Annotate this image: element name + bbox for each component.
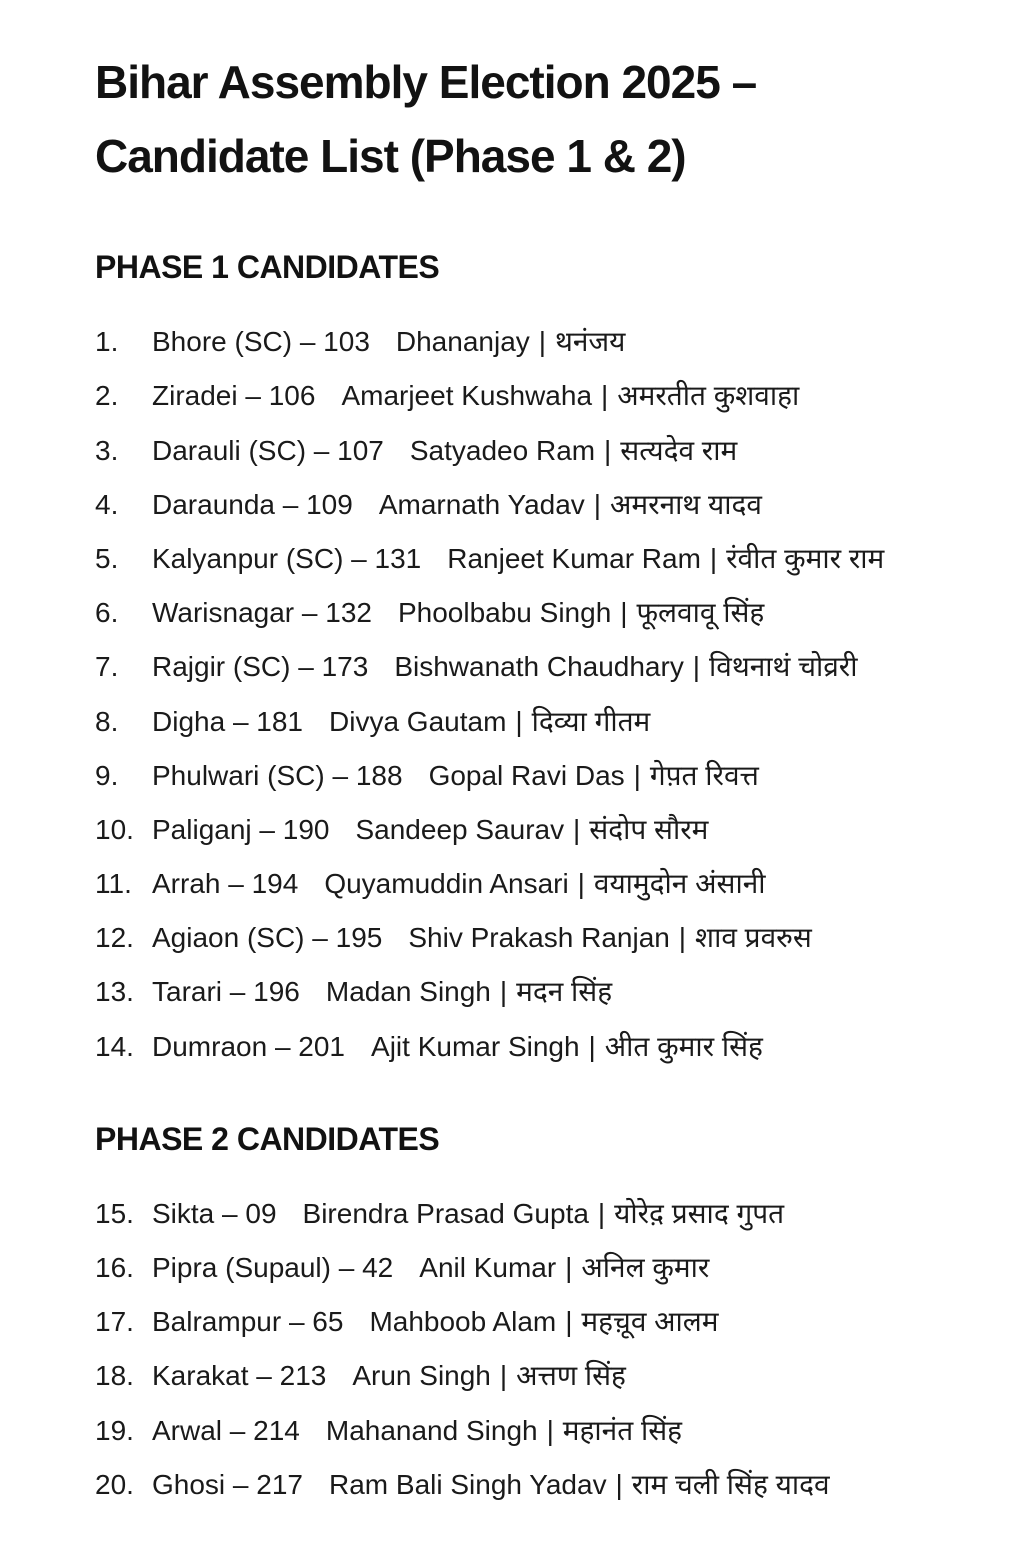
candidate-name-hindi: महच़ूव आलम [581,1306,719,1338]
pipe-separator: | [588,1030,596,1062]
constituency-and-code: Bhore (SC) – 103 [152,326,370,358]
candidate-name-hindi: महानंत सिंह [562,1414,682,1446]
candidate-names [329,1469,830,1501]
candidate-row [95,651,1004,683]
pipe-separator: | [573,813,581,845]
candidate-names [326,1415,682,1447]
candidate-name-english: Mahanand Singh [325,1414,538,1446]
row-number: 6. [95,597,119,629]
constituency-and-code: Balrampur – 65 [152,1306,344,1338]
candidate-name-english: Ranjeet Kumar Ram [447,542,701,574]
row-number: 20. [95,1468,134,1500]
pipe-separator: | [577,868,585,900]
candidate-names [394,651,857,683]
candidate-name-english: Gopal Ravi Das [428,759,625,791]
candidate-row [95,1252,1004,1284]
candidate-name-english: Arun Singh [352,1360,491,1392]
constituency-and-code: Rajgir (SC) – 173 [152,651,369,683]
candidate-name-english: Birendra Prasad Gupta [302,1197,589,1229]
candidate-name-hindi: वयामुदोन अंसानी [593,868,766,900]
pipe-separator: | [709,542,718,574]
candidate-row [95,976,1004,1008]
candidate-name-hindi: अमरतीत कुशवाहा [617,380,800,412]
candidate-names [341,380,799,412]
row-number: 5. [95,542,119,574]
candidate-names [355,814,708,846]
row-number: 11. [95,868,132,900]
candidate-name-english: Phoolbabu Singh [397,597,612,629]
candidate-names [324,868,765,900]
constituency-and-code: Kalyanpur (SC) – 131 [152,542,422,574]
candidate-name-hindi: रंवीत कुमार राम [726,542,885,574]
candidate-names [326,976,612,1008]
candidate-row [95,1415,1004,1447]
candidate-row [95,706,1004,738]
row-number: 2. [95,380,119,412]
pipe-separator: | [678,922,687,954]
candidate-name-english: Satyadeo Ram [409,434,596,466]
pipe-separator: | [692,651,701,683]
pipe-separator: | [597,1197,606,1229]
candidate-names [371,1031,763,1063]
candidate-name-english: Anil Kumar [419,1252,557,1283]
candidate-names [447,543,884,575]
row-number: 4. [95,488,119,520]
row-number: 19. [95,1414,134,1446]
constituency-and-code: Warisnagar – 132 [152,597,372,629]
candidate-names [352,1360,626,1392]
candidate-name-english: Madan Singh [325,976,491,1008]
pipe-separator: | [499,1360,508,1392]
pipe-separator: | [565,1306,573,1338]
pipe-separator: | [633,759,641,791]
candidate-name-english: Divya Gautam [329,705,507,737]
pipe-separator: | [615,1468,623,1500]
row-number: 15. [95,1197,134,1229]
constituency-and-code: Paliganj – 190 [152,813,330,845]
candidate-name-english: Dhananjay [395,326,530,358]
pipe-separator: | [546,1414,554,1446]
constituency-and-code: Ziradei – 106 [152,380,316,412]
candidate-names [410,435,737,467]
candidate-name-english: Amarnath Yadav [378,488,585,520]
candidate-name-hindi: मदन सिंह [516,976,613,1008]
phase-1-candidate-list [95,326,1004,1063]
pipe-separator: | [593,488,602,520]
candidate-row [95,380,1004,412]
candidate-name-english: Amarjeet Kushwaha [341,380,593,412]
candidate-name-hindi: राम चली सिंह यादव [631,1468,830,1500]
candidate-name-hindi: शाव प्रवरुस [695,922,812,954]
candidate-row [95,1469,1004,1501]
candidate-name-hindi: अमरनाथ यादव [610,488,762,520]
phase-1-section [95,249,1004,1063]
page-title [95,46,1004,193]
row-number: 10. [95,813,134,845]
candidate-name-english: Sandeep Saurav [355,813,565,845]
row-number: 3. [95,434,119,466]
row-number: 14. [95,1030,134,1062]
phase-2-heading: PHASE 2 CANDIDATES [95,1120,440,1157]
candidate-names [408,922,811,954]
candidate-names [329,706,650,738]
constituency-and-code: Arwal – 214 [152,1414,300,1446]
candidate-names [398,597,764,629]
pipe-separator: | [604,434,612,466]
constituency-and-code: Darauli (SC) – 107 [152,434,384,466]
pipe-separator: | [620,597,628,629]
constituency-and-code: Daraunda – 109 [152,488,353,520]
candidate-names [429,760,759,792]
row-number: 9. [95,759,119,791]
candidate-row [95,1360,1004,1392]
candidate-name-english: Shiv Prakash Ranjan [408,922,670,954]
candidate-name-english: Ajit Kumar Singh [371,1030,580,1062]
candidate-row [95,489,1004,521]
candidate-name-hindi: अनिल कुमार [581,1252,710,1283]
candidate-names [419,1252,709,1284]
page-title-line-2: Candidate List (Phase 1 & 2) [95,129,686,182]
candidate-name-hindi: थनंजय [554,326,626,358]
page-title-line-1: Bihar Assembly Election 2025 – [95,56,757,108]
candidate-name-hindi: विथनाथं चोव्ररी [709,651,858,683]
candidate-row [95,597,1004,629]
phase-1-heading: PHASE 1 CANDIDATES [95,249,440,286]
candidate-names [303,1198,785,1230]
row-number: 18. [95,1360,134,1392]
pipe-separator: | [515,705,523,737]
candidate-name-hindi: सत्यदेव राम [620,434,738,466]
candidate-row [95,868,1004,900]
row-number: 8. [95,705,119,737]
constituency-and-code: Tarari – 196 [152,976,300,1008]
constituency-and-code: Ghosi – 217 [152,1468,303,1500]
constituency-and-code: Sikta – 09 [152,1197,277,1229]
row-number: 16. [95,1252,134,1283]
constituency-and-code: Pipra (Supaul) – 42 [152,1252,394,1283]
constituency-and-code: Arrah – 194 [152,868,299,900]
candidate-row [95,814,1004,846]
row-number: 12. [95,922,134,954]
candidate-names [396,326,626,358]
candidate-name-hindi: योरेद़ प्रसाद गुपत [614,1197,785,1229]
phase-2-candidate-list [95,1198,1004,1501]
pipe-separator: | [499,976,508,1008]
candidate-row [95,326,1004,358]
phase-2-section [95,1121,1004,1501]
candidate-row [95,1031,1004,1063]
candidate-row [95,1198,1004,1230]
pipe-separator: | [565,1252,573,1283]
candidate-row [95,435,1004,467]
constituency-and-code: Digha – 181 [152,705,304,737]
candidate-name-hindi: फूलवावू सिंह [636,597,765,629]
row-number: 13. [95,976,134,1008]
pipe-separator: | [538,326,546,358]
candidate-row [95,760,1004,792]
candidate-row [95,922,1004,954]
candidate-name-hindi: गेप़त रिवत्त [649,759,759,791]
candidate-name-hindi: संदोप सौरम [589,813,709,845]
constituency-and-code: Agiaon (SC) – 195 [152,922,383,954]
candidate-names [379,489,762,521]
candidate-names [369,1306,718,1338]
constituency-and-code: Dumraon – 201 [152,1030,346,1062]
candidate-name-hindi: अत्तण सिंह [516,1360,626,1392]
candidate-name-hindi: दिव्या गीतम [531,705,651,737]
candidate-row [95,543,1004,575]
row-number: 7. [95,651,119,683]
candidate-name-english: Quyamuddin Ansari [324,868,569,900]
candidate-name-english: Ram Bali Singh Yadav [329,1468,607,1500]
candidate-name-english: Mahboob Alam [369,1306,557,1338]
candidate-name-hindi: अीत कुमार सिंह [604,1030,763,1062]
candidate-name-english: Bishwanath Chaudhary [394,651,684,683]
row-number: 17. [95,1306,134,1338]
constituency-and-code: Karakat – 213 [152,1360,327,1392]
row-number: 1. [95,326,119,358]
pipe-separator: | [600,380,609,412]
candidate-row [95,1306,1004,1338]
constituency-and-code: Phulwari (SC) – 188 [152,759,403,791]
